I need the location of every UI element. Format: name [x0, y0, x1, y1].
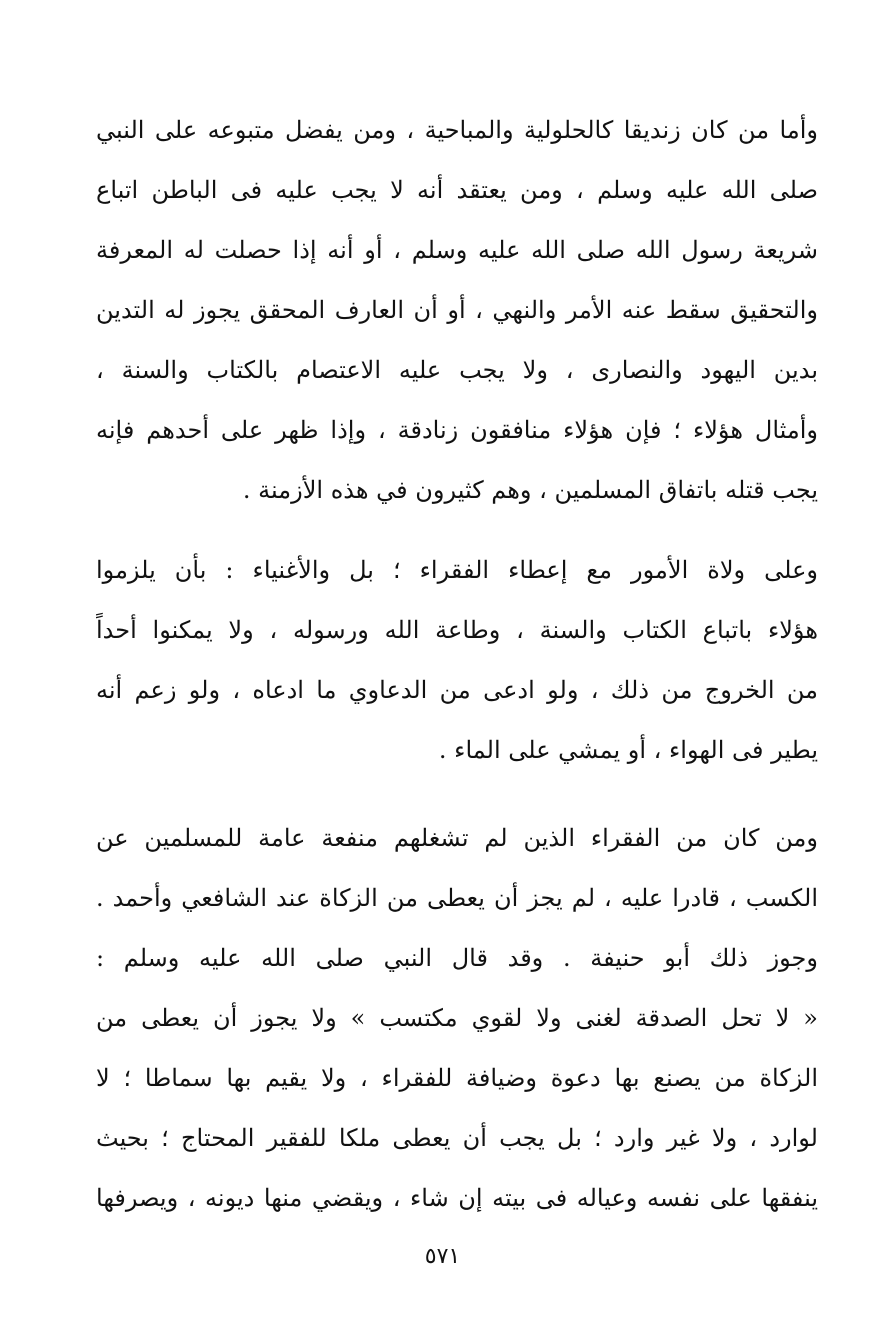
- paragraph-1: [96, 100, 818, 520]
- paragraph-line: ينفقها على نفسه وعياله فى بيته إن شاء ، ويقضي منها ديونه ، ويصرفها: [96, 1184, 818, 1212]
- paragraph-line: ومن كان من الفقراء الذين لم تشغلهم منفعة عامة للمسلمين عن: [96, 824, 818, 852]
- page-number: ٥٧١: [424, 1244, 461, 1269]
- paragraph-line: لوارد ، ولا غير وارد ؛ بل يجب أن يعطى ملكا للفقير المحتاج ؛ بحيث: [96, 1124, 818, 1152]
- paragraph-line: وأما من كان زنديقا كالحلولية والمباحية ، ومن يفضل متبوعه على النبي: [96, 116, 818, 144]
- paragraph-line: وجوز ذلك أبو حنيفة . وقد قال النبي صلى الله عليه وسلم :: [96, 944, 818, 972]
- paragraph-line: بدين اليهود والنصارى ، ولا يجب عليه الاعتصام بالكتاب والسنة ،: [96, 356, 818, 384]
- paragraph-line-last: يطير فى الهواء ، أو يمشي على الماء .: [438, 736, 818, 764]
- paragraph-line: من الخروج من ذلك ، ولو ادعى من الدعاوي ما ادعاه ، ولو زعم أنه: [96, 676, 818, 704]
- paragraph-line: شريعة رسول الله صلى الله عليه وسلم ، أو أنه إذا حصلت له المعرفة: [96, 236, 818, 264]
- paragraph-line: والتحقيق سقط عنه الأمر والنهي ، أو أن العارف المحقق يجوز له التدين: [96, 296, 818, 324]
- paragraph-line: « لا تحل الصدقة لغنى ولا لقوي مكتسب » ولا يجوز أن يعطى من: [96, 1004, 818, 1032]
- paragraph-3: [96, 808, 818, 1228]
- paragraph-line: الكسب ، قادرا عليه ، لم يجز أن يعطى من الزكاة عند الشافعي وأحمد .: [96, 884, 818, 912]
- paragraph-line-last: يجب قتله باتفاق المسلمين ، وهم كثيرون في هذه الأزمنة .: [242, 476, 818, 504]
- paragraph-line: هؤلاء باتباع الكتاب والسنة ، وطاعة الله ورسوله ، ولا يمكنوا أحداً: [96, 616, 818, 644]
- paragraph-2: [96, 540, 818, 780]
- paragraph-line: وعلى ولاة الأمور مع إعطاء الفقراء ؛ بل والأغنياء : بأن يلزموا: [96, 556, 818, 584]
- paragraph-line: وأمثال هؤلاء ؛ فإن هؤلاء منافقون زنادقة ، وإذا ظهر على أحدهم فإنه: [96, 416, 818, 444]
- paragraph-line: الزكاة من يصنع بها دعوة وضيافة للفقراء ، ولا يقيم بها سماطا ؛ لا: [96, 1064, 818, 1092]
- paragraph-line: صلى الله عليه وسلم ، ومن يعتقد أنه لا يجب عليه فى الباطن اتباع: [96, 176, 818, 204]
